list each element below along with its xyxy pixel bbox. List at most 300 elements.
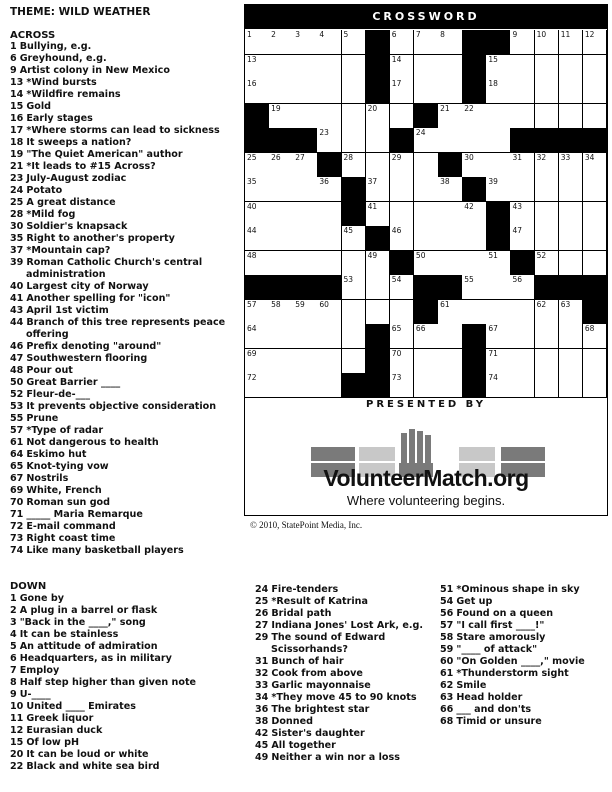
grid-block bbox=[438, 153, 463, 178]
grid-cell[interactable] bbox=[269, 349, 294, 374]
grid-cell[interactable] bbox=[293, 30, 318, 55]
grid-cell[interactable] bbox=[510, 324, 535, 349]
grid-cell[interactable] bbox=[366, 128, 391, 153]
clue-text: It prevents objective consideration bbox=[26, 401, 217, 412]
grid-cell[interactable] bbox=[510, 202, 535, 227]
grid-cell[interactable] bbox=[462, 226, 487, 251]
clue-text: It can be stainless bbox=[19, 629, 119, 640]
grid-cell[interactable] bbox=[559, 79, 584, 104]
grid-cell[interactable] bbox=[462, 202, 487, 227]
clue-item bbox=[10, 449, 242, 461]
grid-cell[interactable] bbox=[414, 153, 439, 178]
grid-cell[interactable] bbox=[583, 251, 608, 276]
grid-cell[interactable] bbox=[559, 300, 584, 325]
grid-cell[interactable] bbox=[486, 128, 511, 153]
grid-cell[interactable] bbox=[245, 349, 270, 374]
grid-cell[interactable] bbox=[510, 55, 535, 80]
clue-number: 54 bbox=[440, 596, 454, 607]
grid-cell[interactable] bbox=[510, 275, 535, 300]
grid-cell[interactable] bbox=[293, 324, 318, 349]
clue-text: Head holder bbox=[456, 692, 523, 703]
grid-cell[interactable] bbox=[462, 275, 487, 300]
grid-cell[interactable] bbox=[342, 79, 367, 104]
grid-cell[interactable] bbox=[269, 177, 294, 202]
grid-cell[interactable] bbox=[535, 79, 560, 104]
grid-cell[interactable] bbox=[438, 55, 463, 80]
grid-cell[interactable] bbox=[366, 275, 391, 300]
grid-cell[interactable] bbox=[390, 226, 415, 251]
grid-cell[interactable] bbox=[342, 128, 367, 153]
grid-cell[interactable] bbox=[438, 177, 463, 202]
clue-text: U-____ bbox=[19, 689, 51, 700]
clue-item bbox=[10, 473, 242, 485]
grid-cell[interactable] bbox=[390, 202, 415, 227]
clue-item bbox=[440, 656, 610, 668]
clue-text: Fleur-de-___ bbox=[26, 389, 90, 400]
grid-cell[interactable] bbox=[293, 202, 318, 227]
grid-cell[interactable] bbox=[293, 349, 318, 374]
grid-cell[interactable] bbox=[510, 349, 535, 374]
grid-cell[interactable] bbox=[317, 226, 342, 251]
grid-cell[interactable] bbox=[583, 79, 608, 104]
clue-number: 27 bbox=[255, 620, 269, 631]
grid-cell[interactable] bbox=[559, 251, 584, 276]
grid-cell[interactable] bbox=[462, 128, 487, 153]
grid-cell[interactable] bbox=[293, 79, 318, 104]
clue-text: Get up bbox=[456, 596, 493, 607]
grid-cell[interactable] bbox=[535, 300, 560, 325]
grid-cell[interactable] bbox=[269, 79, 294, 104]
clue-item bbox=[10, 221, 242, 233]
grid-cell[interactable] bbox=[293, 55, 318, 80]
grid-cell[interactable] bbox=[293, 251, 318, 276]
grid-cell[interactable] bbox=[486, 349, 511, 374]
grid-cell[interactable] bbox=[414, 349, 439, 374]
grid-cell[interactable] bbox=[414, 55, 439, 80]
clue-number: 2 bbox=[10, 605, 17, 616]
clue-number: 38 bbox=[255, 716, 269, 727]
grid-cell[interactable] bbox=[414, 251, 439, 276]
grid-cell[interactable] bbox=[317, 300, 342, 325]
clue-number: 57 bbox=[10, 425, 24, 436]
clue-item bbox=[255, 716, 435, 728]
clue-number: 9 bbox=[10, 65, 17, 76]
clue-number: 43 bbox=[10, 305, 24, 316]
clue-number: 1 bbox=[10, 593, 17, 604]
grid-cell[interactable] bbox=[390, 30, 415, 55]
grid-cell[interactable] bbox=[486, 177, 511, 202]
grid-cell[interactable] bbox=[317, 177, 342, 202]
clue-item bbox=[440, 620, 610, 632]
grid-cell[interactable] bbox=[317, 251, 342, 276]
grid-cell[interactable] bbox=[535, 104, 560, 129]
clue-number: 41 bbox=[10, 293, 24, 304]
clue-number: 12 bbox=[10, 725, 24, 736]
cell-number: 5 bbox=[343, 30, 349, 39]
grid-cell[interactable] bbox=[438, 373, 463, 398]
grid-block bbox=[245, 275, 270, 300]
grid-block bbox=[342, 373, 367, 398]
grid-cell[interactable] bbox=[438, 79, 463, 104]
clue-text: Right to another's property bbox=[26, 233, 175, 244]
clue-item bbox=[10, 497, 242, 509]
grid-cell[interactable] bbox=[414, 202, 439, 227]
grid-block bbox=[293, 275, 318, 300]
grid-cell[interactable] bbox=[293, 104, 318, 129]
grid-cell[interactable] bbox=[583, 104, 608, 129]
grid-block bbox=[390, 128, 415, 153]
grid-block bbox=[559, 275, 584, 300]
grid-cell[interactable] bbox=[390, 104, 415, 129]
clue-item bbox=[10, 533, 242, 545]
clue-number: 55 bbox=[10, 413, 24, 424]
clue-item bbox=[10, 653, 242, 665]
grid-cell[interactable] bbox=[342, 275, 367, 300]
clue-number: 65 bbox=[10, 461, 24, 472]
clue-item bbox=[10, 149, 242, 161]
grid-cell[interactable] bbox=[535, 177, 560, 202]
grid-cell[interactable] bbox=[510, 226, 535, 251]
clue-number: 10 bbox=[10, 701, 24, 712]
grid-cell[interactable] bbox=[414, 373, 439, 398]
theme-title: THEME: WILD WEATHER bbox=[10, 6, 151, 18]
grid-cell[interactable] bbox=[510, 79, 535, 104]
grid-cell[interactable] bbox=[510, 30, 535, 55]
grid-block bbox=[462, 324, 487, 349]
grid-cell[interactable] bbox=[438, 251, 463, 276]
grid-cell[interactable] bbox=[245, 300, 270, 325]
grid-cell[interactable] bbox=[414, 177, 439, 202]
grid-cell[interactable] bbox=[583, 30, 608, 55]
grid-cell[interactable] bbox=[486, 55, 511, 80]
grid-block bbox=[462, 349, 487, 374]
grid-cell[interactable] bbox=[535, 226, 560, 251]
cell-number: 55 bbox=[464, 275, 474, 285]
clue-text: Gold bbox=[26, 101, 51, 112]
grid-cell[interactable] bbox=[317, 349, 342, 374]
clue-number: 16 bbox=[10, 113, 24, 124]
clue-item bbox=[10, 605, 242, 617]
clue-number: 57 bbox=[440, 620, 454, 631]
grid-cell[interactable] bbox=[390, 177, 415, 202]
grid-cell[interactable] bbox=[535, 55, 560, 80]
clue-item bbox=[10, 725, 242, 737]
clue-text: An attitude of admiration bbox=[19, 641, 158, 652]
clue-text: Gone by bbox=[19, 593, 64, 604]
clue-number: 21 bbox=[10, 161, 24, 172]
grid-cell[interactable] bbox=[317, 104, 342, 129]
grid-cell[interactable] bbox=[317, 373, 342, 398]
grid-cell[interactable] bbox=[269, 373, 294, 398]
clue-item bbox=[10, 461, 242, 473]
grid-cell[interactable] bbox=[438, 300, 463, 325]
grid-cell[interactable] bbox=[486, 300, 511, 325]
grid-cell[interactable] bbox=[535, 251, 560, 276]
grid-cell[interactable] bbox=[317, 55, 342, 80]
grid-cell[interactable] bbox=[342, 55, 367, 80]
grid-cell[interactable] bbox=[583, 349, 608, 374]
clue-text: Eskimo hut bbox=[26, 449, 87, 460]
cell-number: 64 bbox=[247, 324, 257, 334]
grid-cell[interactable] bbox=[486, 153, 511, 178]
grid-cell[interactable] bbox=[390, 153, 415, 178]
grid-cell[interactable] bbox=[559, 55, 584, 80]
cell-number: 38 bbox=[440, 177, 450, 187]
grid-cell[interactable] bbox=[245, 79, 270, 104]
down-clue-list-2 bbox=[255, 584, 435, 764]
grid-cell[interactable] bbox=[342, 349, 367, 374]
clue-number: 24 bbox=[255, 584, 269, 595]
grid-cell[interactable] bbox=[245, 202, 270, 227]
grid-cell[interactable] bbox=[366, 300, 391, 325]
grid-cell[interactable] bbox=[342, 226, 367, 251]
grid-cell[interactable] bbox=[245, 226, 270, 251]
grid-cell[interactable] bbox=[390, 275, 415, 300]
clue-number: 9 bbox=[10, 689, 17, 700]
grid-cell[interactable] bbox=[583, 55, 608, 80]
grid-cell[interactable] bbox=[390, 55, 415, 80]
grid-cell[interactable] bbox=[438, 128, 463, 153]
crossword-title: CROSSWORD bbox=[245, 5, 607, 29]
grid-cell[interactable] bbox=[559, 202, 584, 227]
clue-text: Bridal path bbox=[271, 608, 332, 619]
grid-cell[interactable] bbox=[559, 30, 584, 55]
grid-cell[interactable] bbox=[559, 177, 584, 202]
clue-number: 25 bbox=[10, 197, 24, 208]
clue-number: 60 bbox=[440, 656, 454, 667]
grid-cell[interactable] bbox=[559, 324, 584, 349]
grid-cell[interactable] bbox=[390, 300, 415, 325]
clue-text: Soldier's knapsack bbox=[26, 221, 128, 232]
grid-cell[interactable] bbox=[414, 79, 439, 104]
grid-cell[interactable] bbox=[535, 373, 560, 398]
grid-cell[interactable] bbox=[486, 79, 511, 104]
grid-cell[interactable] bbox=[390, 324, 415, 349]
grid-cell[interactable] bbox=[535, 349, 560, 374]
presented-by-label: PRESENTED BY bbox=[365, 399, 486, 410]
grid-cell[interactable] bbox=[245, 373, 270, 398]
cell-number: 12 bbox=[584, 30, 595, 39]
clue-text: *Mild fog bbox=[26, 209, 76, 220]
grid-cell[interactable] bbox=[583, 226, 608, 251]
cell-number: 69 bbox=[247, 348, 257, 358]
grid-cell[interactable] bbox=[510, 300, 535, 325]
clue-number: 45 bbox=[255, 740, 269, 751]
grid-cell[interactable] bbox=[269, 202, 294, 227]
clue-text: *Ominous shape in sky bbox=[456, 584, 580, 595]
clue-item bbox=[255, 692, 435, 704]
crossword-panel bbox=[244, 4, 608, 516]
grid-cell[interactable] bbox=[462, 153, 487, 178]
grid-cell[interactable] bbox=[342, 153, 367, 178]
grid-cell[interactable] bbox=[245, 324, 270, 349]
clue-item bbox=[255, 632, 435, 656]
grid-cell[interactable] bbox=[342, 300, 367, 325]
sponsor-name: VolunteerMatch.org bbox=[323, 465, 529, 491]
grid-cell[interactable] bbox=[486, 373, 511, 398]
grid-cell[interactable] bbox=[486, 324, 511, 349]
grid-cell[interactable] bbox=[438, 104, 463, 129]
clue-text: Prefix denoting "around" bbox=[26, 341, 162, 352]
grid-cell[interactable] bbox=[293, 226, 318, 251]
clue-text: Stare amorously bbox=[456, 632, 546, 643]
grid-cell[interactable] bbox=[390, 349, 415, 374]
grid-cell[interactable] bbox=[414, 226, 439, 251]
grid-cell[interactable] bbox=[559, 104, 584, 129]
grid-cell[interactable] bbox=[559, 226, 584, 251]
clue-number: 34 bbox=[255, 692, 269, 703]
grid-cell[interactable] bbox=[269, 55, 294, 80]
grid-cell[interactable] bbox=[342, 30, 367, 55]
clue-item bbox=[255, 704, 435, 716]
clue-item bbox=[440, 584, 610, 596]
grid-cell[interactable] bbox=[438, 324, 463, 349]
cell-number: 3 bbox=[295, 30, 301, 39]
cell-number: 57 bbox=[247, 299, 257, 309]
grid-cell[interactable] bbox=[510, 153, 535, 178]
clue-item bbox=[10, 413, 242, 425]
grid-block bbox=[535, 275, 560, 300]
grid-cell[interactable] bbox=[317, 30, 342, 55]
clue-item bbox=[10, 713, 242, 725]
grid-cell[interactable] bbox=[486, 104, 511, 129]
grid-block bbox=[366, 373, 391, 398]
clue-number: 66 bbox=[440, 704, 454, 715]
clue-number: 67 bbox=[10, 473, 24, 484]
cell-number: 7 bbox=[415, 30, 421, 39]
grid-cell[interactable] bbox=[317, 79, 342, 104]
grid-cell[interactable] bbox=[462, 300, 487, 325]
grid-cell[interactable] bbox=[486, 275, 511, 300]
grid-cell[interactable] bbox=[559, 153, 584, 178]
grid-cell[interactable] bbox=[366, 202, 391, 227]
clue-text: "On Golden ____," movie bbox=[456, 656, 585, 667]
grid-cell[interactable] bbox=[390, 79, 415, 104]
grid-cell[interactable] bbox=[293, 153, 318, 178]
cell-number: 42 bbox=[464, 201, 474, 211]
clue-item bbox=[10, 689, 242, 701]
clue-item bbox=[10, 281, 242, 293]
cell-number: 13 bbox=[247, 54, 257, 64]
grid-block bbox=[462, 177, 487, 202]
grid-cell[interactable] bbox=[462, 251, 487, 276]
grid-cell[interactable] bbox=[462, 104, 487, 129]
cell-number: 8 bbox=[440, 30, 445, 39]
grid-cell[interactable] bbox=[535, 202, 560, 227]
grid-cell[interactable] bbox=[535, 153, 560, 178]
grid-cell[interactable] bbox=[317, 128, 342, 153]
grid-block bbox=[438, 275, 463, 300]
grid-cell[interactable] bbox=[269, 153, 294, 178]
clue-item bbox=[10, 377, 242, 389]
grid-cell[interactable] bbox=[414, 324, 439, 349]
cell-number: 34 bbox=[584, 152, 595, 162]
clue-number: 33 bbox=[255, 680, 269, 691]
grid-cell[interactable] bbox=[245, 177, 270, 202]
grid-cell[interactable] bbox=[366, 177, 391, 202]
grid-cell[interactable] bbox=[510, 373, 535, 398]
grid-cell[interactable] bbox=[438, 30, 463, 55]
grid-cell[interactable] bbox=[510, 104, 535, 129]
clue-number: 51 bbox=[440, 584, 454, 595]
grid-cell[interactable] bbox=[342, 251, 367, 276]
grid-cell[interactable] bbox=[269, 104, 294, 129]
grid-cell[interactable] bbox=[583, 373, 608, 398]
grid-cell[interactable] bbox=[269, 300, 294, 325]
grid-cell[interactable] bbox=[438, 202, 463, 227]
grid-cell[interactable] bbox=[245, 153, 270, 178]
grid-cell[interactable] bbox=[269, 30, 294, 55]
grid-block bbox=[293, 128, 318, 153]
clue-text: Indiana Jones' Lost Ark, e.g. bbox=[271, 620, 424, 631]
grid-cell[interactable] bbox=[342, 104, 367, 129]
grid-cell[interactable] bbox=[245, 30, 270, 55]
grid-cell[interactable] bbox=[535, 30, 560, 55]
grid-cell[interactable] bbox=[269, 226, 294, 251]
grid-cell[interactable] bbox=[583, 324, 608, 349]
grid-block bbox=[366, 30, 391, 55]
grid-cell[interactable] bbox=[317, 324, 342, 349]
clue-item bbox=[10, 209, 242, 221]
grid-block bbox=[486, 30, 511, 55]
grid-cell[interactable] bbox=[583, 202, 608, 227]
cell-number: 44 bbox=[247, 226, 257, 236]
grid-cell[interactable] bbox=[293, 373, 318, 398]
grid-cell[interactable] bbox=[414, 30, 439, 55]
grid-cell[interactable] bbox=[269, 251, 294, 276]
grid-cell[interactable] bbox=[366, 251, 391, 276]
cell-number: 24 bbox=[415, 128, 426, 138]
grid-cell[interactable] bbox=[486, 251, 511, 276]
grid-cell[interactable] bbox=[438, 226, 463, 251]
clue-item bbox=[10, 113, 242, 125]
cell-number: 9 bbox=[512, 30, 518, 39]
grid-cell[interactable] bbox=[583, 153, 608, 178]
grid-cell[interactable] bbox=[269, 324, 294, 349]
grid-cell[interactable] bbox=[342, 324, 367, 349]
clue-item bbox=[10, 365, 242, 377]
grid-cell[interactable] bbox=[317, 202, 342, 227]
clue-text: _____ Maria Remarque bbox=[26, 509, 143, 520]
clue-text: Largest city of Norway bbox=[26, 281, 149, 292]
clue-text: Pour out bbox=[26, 365, 73, 376]
grid-cell[interactable] bbox=[390, 373, 415, 398]
grid-cell[interactable] bbox=[245, 55, 270, 80]
clue-text: Black and white sea bird bbox=[26, 761, 160, 772]
grid-cell[interactable] bbox=[583, 177, 608, 202]
grid-cell[interactable] bbox=[510, 177, 535, 202]
grid-cell[interactable] bbox=[245, 251, 270, 276]
grid-cell[interactable] bbox=[559, 373, 584, 398]
clue-text: A plug in a barrel or flask bbox=[19, 605, 158, 616]
clue-item bbox=[440, 692, 610, 704]
grid-cell[interactable] bbox=[293, 177, 318, 202]
clue-text: It can be loud or white bbox=[26, 749, 149, 760]
grid-cell[interactable] bbox=[438, 349, 463, 374]
grid-cell[interactable] bbox=[366, 104, 391, 129]
clue-item bbox=[255, 680, 435, 692]
clue-text: Greek liquor bbox=[26, 713, 94, 724]
grid-block bbox=[462, 373, 487, 398]
grid-cell[interactable] bbox=[293, 300, 318, 325]
cell-number: 71 bbox=[488, 348, 498, 358]
grid-cell[interactable] bbox=[535, 324, 560, 349]
grid-block bbox=[342, 177, 367, 202]
grid-cell[interactable] bbox=[559, 349, 584, 374]
cell-number: 60 bbox=[319, 299, 329, 309]
grid-cell[interactable] bbox=[414, 128, 439, 153]
grid-cell[interactable] bbox=[366, 153, 391, 178]
